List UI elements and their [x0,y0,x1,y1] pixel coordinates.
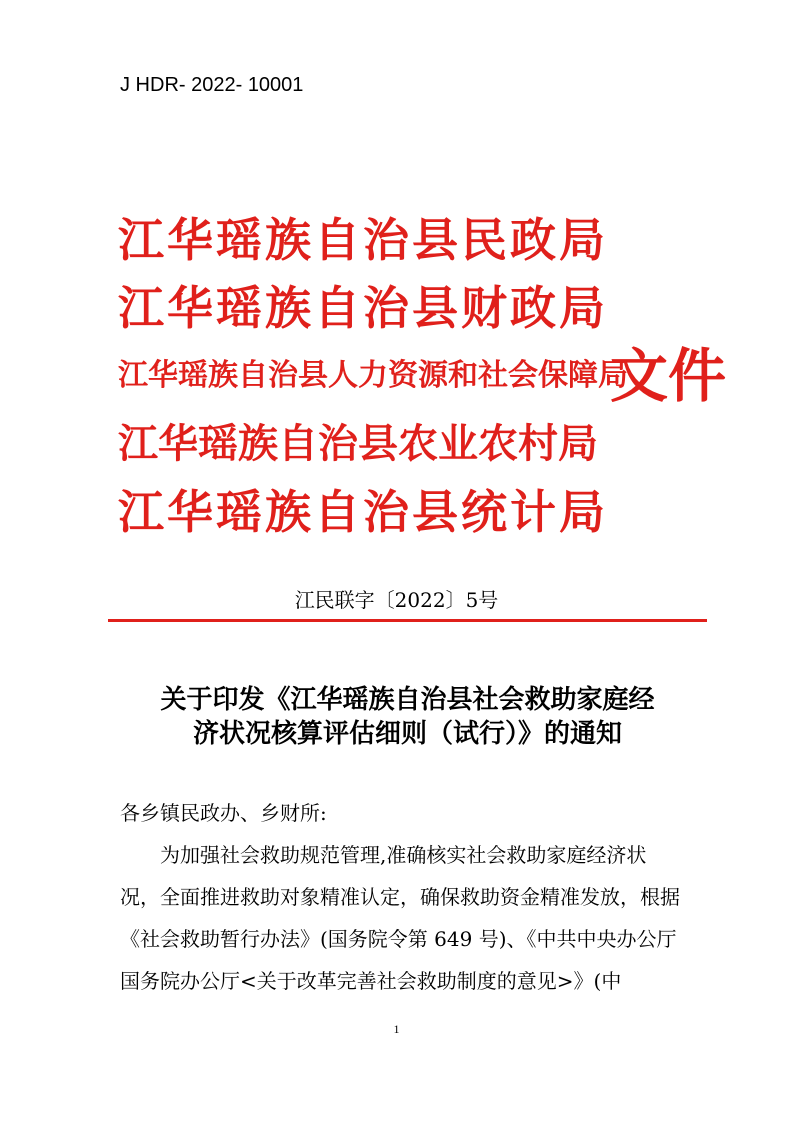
notice-body [120,792,682,1002]
notice-title [108,683,707,751]
agency-statistics: 江华瑶族自治县统计局 [118,485,608,539]
agency-human-resources: 江华瑶族自治县人力资源和社会保障局 [118,358,628,393]
issuing-agencies-header [118,206,738,546]
agency-civil-affairs: 江华瑶族自治县民政局 [118,213,608,267]
agency-finance: 江华瑶族自治县财政局 [118,281,608,335]
salutation: 各乡镇民政办、乡财所: [120,801,327,825]
body-paragraph: 为加强社会救助规范管理,准确核实社会救助家庭经济状况，全面推进救助对象精准认定，确保救助资金精准发放，根据《社会救助暂行办法》(国务院令第 649 号)、《中共中央办公厅国务院办公厅<关于改革完善社会救助制度的意见>》(中 [120,843,680,993]
red-divider [108,619,707,622]
title-line-1: 关于印发《江华瑶族自治县社会救助家庭经 [160,685,655,715]
title-line-2: 济状况核算评估细则（试行）》的通知 [192,719,622,749]
document-number: 江民联字〔2022〕5号 [294,588,499,612]
document-code: J HDR- 2022- 10001 [120,74,304,96]
agency-agriculture: 江华瑶族自治县农业农村局 [118,420,598,467]
document-suffix: 文件 [610,342,727,410]
page-number: 1 [393,1022,400,1036]
